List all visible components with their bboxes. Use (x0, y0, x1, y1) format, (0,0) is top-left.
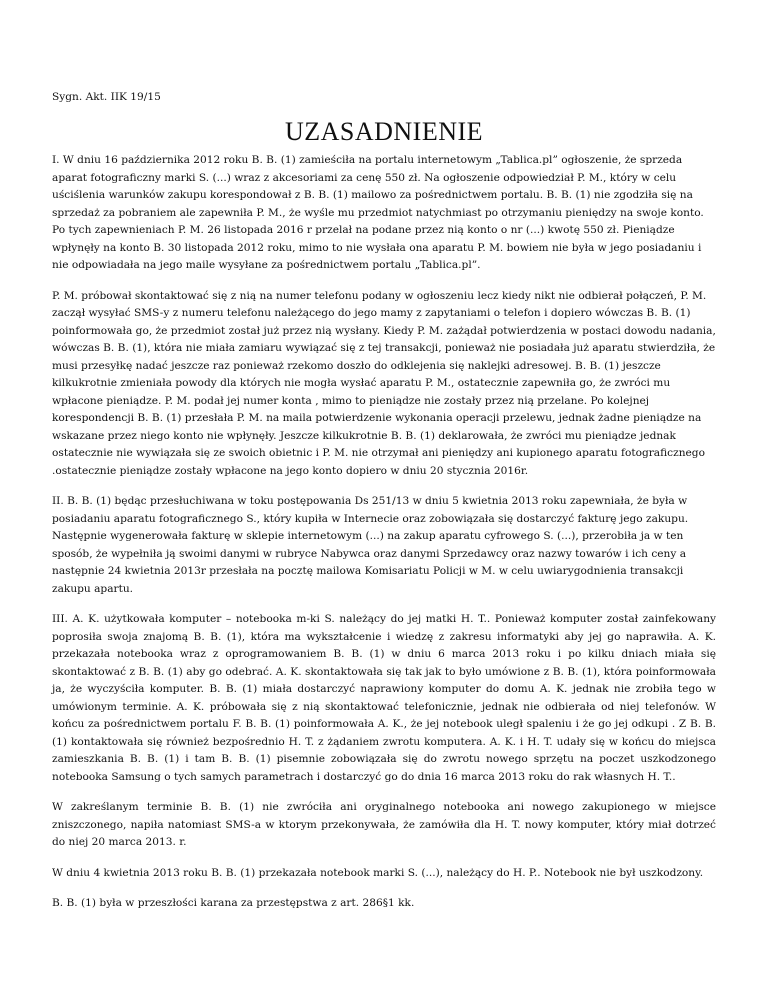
document-title: UZASADNIENIE (284, 117, 484, 146)
paragraph: B. B. (1) była w przeszłości karana za przestępstwa z art. 286§1 kk. (52, 897, 415, 909)
paragraph: I. W dniu 16 października 2012 roku B. B. (1) zamieściła na portalu internetowym „Tablica.pl” ogłoszenie, że sprzeda aparat fotograficzny marki S. (...) wraz z akcesoriami za cenę 550 zł. Na ogłoszenie odpowiedział P. M., który w celu uściślenia warunków zakupu korespondował z B. B. (1) mailowo za pośrednictwem portalu. B. B. (1) nie zgodziła się na sprzedaż za pobraniem ale zapewniła P. M., że wyśle mu przedmiot natychmiast po otrzymaniu pieniędzy na swoje konto. Po tych zapewnieniach P. M. 26 listopada 2016 r przelał na podane przez nią konto o nr (...) kwotę 550 zł. Pieniądze wpłynęły na konto B. 30 listopada 2012 roku, mimo to nie wysłała ona aparatu P. M. bowiem nie była w jego posiadaniu i nie odpowiadała na jego maile wysyłane za pośrednictwem portalu „Tablica.pl”. (52, 154, 704, 271)
document-page (52, 90, 716, 926)
paragraph: P. M. próbował skontaktować się z nią na numer telefonu podany w ogłoszeniu lecz kiedy nikt nie odbierał połączeń, P. M. zaczął wysyłać SMS-y z numeru telefonu należącego do jego mamy z zapytaniami o telefon i dopiero wówczas B. B. (1) poinformowała go, że przedmiot został już przez nią wysłany. Kiedy P. M. zażądał potwierdzenia w postaci dowodu nadania, wówczas B. B. (1), która nie miała zamiaru wywiązać się z tej transakcji, ponieważ nie posiadała już aparatu stwierdziła, że musi przesyłkę nadać jeszcze raz ponieważ rzekomo doszło do odklejenia się naklejki adresowej. B. B. (1) jeszcze kilkukrotnie zmieniała powody dla których nie mogła wysłać aparatu P. M., ostatecznie zapewniła go, że zwróci mu wpłacone pieniądze. P. M. podał jej numer konta , mimo to pieniądze nie zostały przez nią przelane. Po kolejnej korespondencji B. B. (1) przesłała P. M. na maila potwierdzenie wykonania operacji przelewu, jednak żadne pieniądze na wskazane przez niego konto nie wpłynęły. Jeszcze kilkukrotnie B. B. (1) deklarowała, że zwróci mu pieniądze jednak ostatecznie nie wywiązała się ze swoich obietnic i P. M. nie otrzymał ani pieniędzy ani kupionego aparatu fotograficznego .ostatecznie pieniądze zostały wpłacone na jego konto dopiero w dniu 20 stycznia 2016r. (52, 289, 716, 477)
paragraph: W zakreślanym terminie B. B. (1) nie zwróciła ani oryginalnego notebooka ani nowego zakupionego w miejsce zniszczonego, napiła natomiast SMS-a w ktorym przekonywała, że zamówiła dla H. T. nowy komputer, który miał dotrzeć do niej 20 marca 2013. r. (52, 801, 716, 848)
paragraph: W dniu 4 kwietnia 2013 roku B. B. (1) przekazała notebook marki S. (...), należący do H. P.. Notebook nie był uszkodzony. (52, 866, 704, 879)
case-signature: Sygn. Akt. IIK 19/15 (52, 91, 161, 103)
paragraph: II. B. B. (1) będąc przesłuchiwana w toku postępowania Ds 251/13 w dniu 5 kwietnia 2013 roku zapewniała, że była w posiadaniu aparatu fotograficznego S., który kupiła w Internecie oraz zobowiązała się dostarczyć fakturę jego zakupu. Następnie wygenerowała fakturę w sklepie internetowym (...) na zakup aparatu cyfrowego S. (...), przerobiła ja w ten sposób, że wypełniła ją swoimi danymi w rubryce Nabywca oraz danymi Sprzedawcy oraz nazwy towarów i ich ceny a następnie 24 kwietnia 2013r przesłała na pocztę mailowa Komisariatu Policji w M. w celu uwiarygodnienia transakcji zakupu apartu. (52, 495, 689, 595)
paragraph: III. A. K. użytkowała komputer – notebooka m-ki S. należący do jej matki H. T.. Ponieważ komputer został zainfekowany poprosiła swoja znajomą B. B. (1), która ma wykształcenie i wiedzę z zakresu informatyki aby jej go naprawiła. A. K. przekazała notebooka wraz z oprogramowaniem B. B. (1) w dniu 6 marca 2013 roku i po kilku dniach miała się skontaktować z B. B. (1) aby go odebrać. A. K. skontaktowała się tak jak to było umówione z B. B. (1), która poinformowała ja, że wyczyściła komputer. B. B. (1) miała dostarczyć naprawiony komputer do domu A. K. jednak nie zrobiła tego w umówionym terminie. A. K. próbowała się z nią skontaktować telefonicznie, jednak nie odbierała od niej telefonów. W końcu za pośrednictwem portalu F. B. B. (1) poinformowała A. K., że jej notebook uległ spaleniu i że go jej odkupi . Z B. B. (1) kontaktowała się również bezpośrednio H. T. z żądaniem zwrotu komputera. A. K. i H. T. udały się w końcu do miejsca zamieszkania B. B. (1) i tam B. B. (1) pisemnie zobowiązała się do zwrotu nowego sprzętu na poczet uszkodzonego notebooka Samsung o tych samych parametrach i dostarczyć go do dnia 16 marca 2013 roku do rak własnych H. T.. (52, 613, 716, 783)
